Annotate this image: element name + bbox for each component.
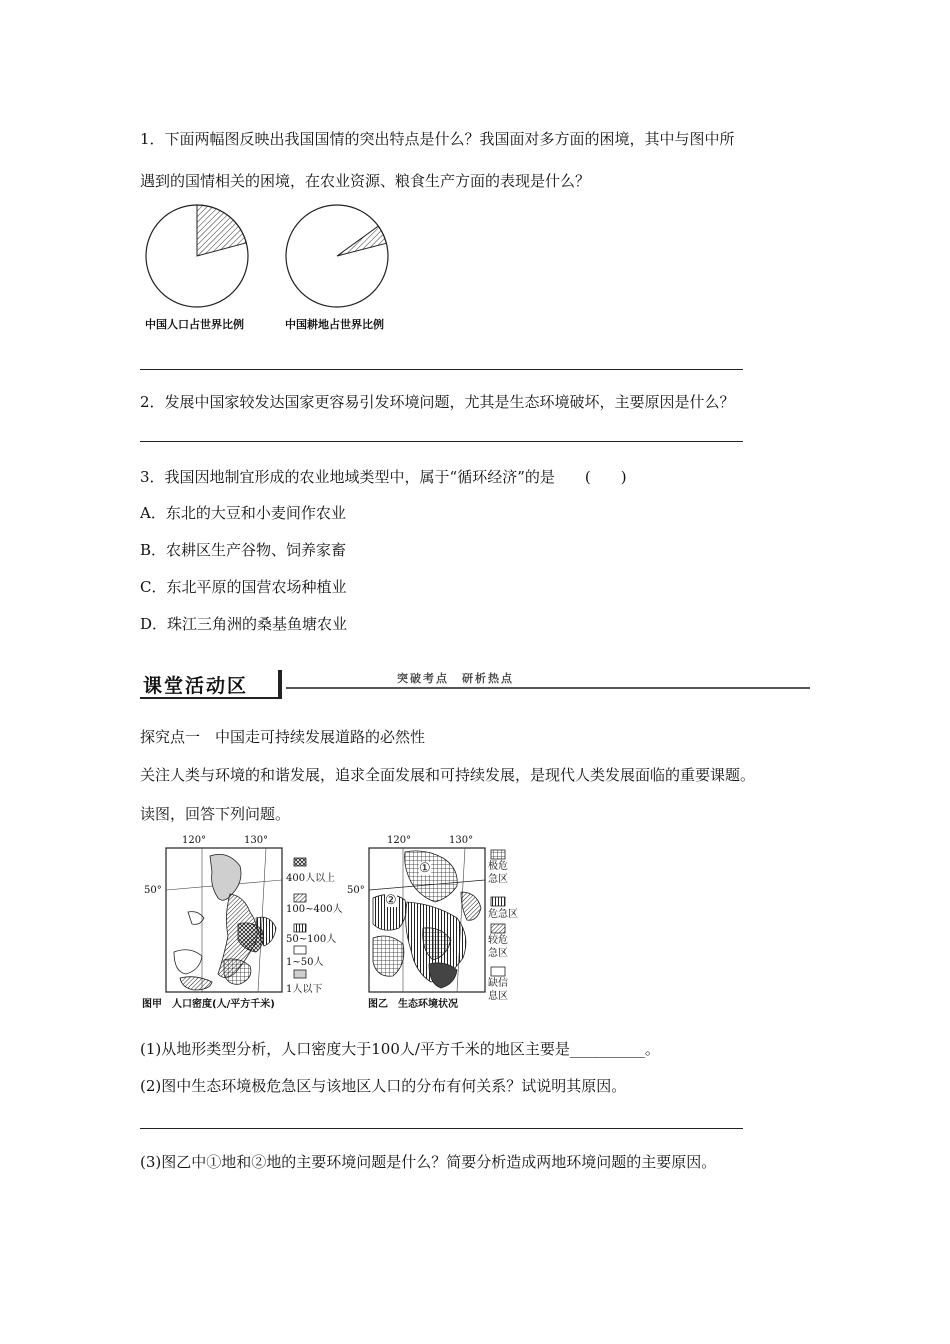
map-a-legend-1: 400人以上 xyxy=(286,873,336,884)
q3-option-a: A．东北的大豆和小麦间作农业 xyxy=(140,504,346,522)
map-a-lon2: 130° xyxy=(244,835,269,846)
explore-para1: 关注人类与环境的和谐发展，追求全面发展和可持续发展，是现代人类发展面临的重要课题。 xyxy=(140,766,756,784)
pie1-caption: 中国人口占世界比例 xyxy=(145,318,244,331)
answer-line-3 xyxy=(140,1128,743,1129)
map-b-legend-1: 极危 急区 xyxy=(488,861,508,885)
subq-3: (3)图乙中①地和②地的主要环境问题是什么？简要分析造成两地环境问题的主要原因。 xyxy=(140,1153,717,1171)
map-a-lon1: 120° xyxy=(182,835,207,846)
map-b-lat: 50° xyxy=(347,885,365,896)
q2-text: 2．发展中国家较发达国家更容易引发环境问题，尤其是生态环境破坏，主要原因是什么？ xyxy=(140,393,735,411)
map-population-density xyxy=(140,832,350,1012)
map-a-lat: 50° xyxy=(144,885,162,896)
map-b-lon2: 130° xyxy=(449,835,474,846)
q3-option-b: B．农耕区生产谷物、饲养家畜 xyxy=(140,541,347,559)
explore-heading: 探究点一 中国走可持续发展道路的必然性 xyxy=(140,728,426,746)
map-b-legend-2: 危急区 xyxy=(488,909,518,920)
map-b-lon1: 120° xyxy=(387,835,412,846)
answer-line-1 xyxy=(140,369,743,370)
banner-bar xyxy=(278,670,282,698)
pie-population xyxy=(146,205,248,307)
q1-line2: 遇到的国情相关的困境，在农业资源、粮食生产方面的表现是什么？ xyxy=(140,172,591,190)
map-b-legend-3: 较危 急区 xyxy=(488,935,508,959)
map-a-caption: 图甲 人口密度(人/平方千米) xyxy=(142,999,275,1010)
pie-farmland xyxy=(286,205,388,307)
map-b-caption: 图乙 生态环境状况 xyxy=(368,999,458,1010)
pie2-caption: 中国耕地占世界比例 xyxy=(285,318,384,331)
q3-option-d: D．珠江三角洲的桑基鱼塘农业 xyxy=(140,615,348,633)
subq-2: (2)图中生态环境极危急区与该地区人口的分布有何关系？试说明其原因。 xyxy=(140,1077,627,1095)
map-b-mark-1: ① xyxy=(419,861,431,876)
map-b-legend-4: 缺信 息区 xyxy=(488,978,508,1002)
q3-text: 3．我国因地制宜形成的农业地域类型中，属于“循环经济”的是 ( ) xyxy=(140,468,627,486)
pie-charts xyxy=(140,200,420,310)
map-a-legend-5: 1人以下 xyxy=(286,984,323,995)
banner-rule xyxy=(286,687,810,689)
map-b-mark-2: ② xyxy=(385,893,397,908)
map-a-legend-2: 100~400人 xyxy=(286,904,343,915)
q1-line1: 1．下面两幅图反映出我国国情的突出特点是什么？我国面对多方面的困境，其中与图中所 xyxy=(140,130,735,148)
q3-option-c: C．东北平原的国营农场种植业 xyxy=(140,578,347,596)
map-a-legend-4: 1~50人 xyxy=(286,957,324,968)
banner-title: 课堂活动区 xyxy=(143,675,249,697)
answer-line-2 xyxy=(140,441,743,442)
subq-1: (1)从地形类型分析，人口密度大于100人/平方千米的地区主要是__________。 xyxy=(140,1040,660,1058)
map-ecological-status xyxy=(345,832,535,1012)
banner-subtitle: 突破考点 研析热点 xyxy=(397,672,514,685)
section-banner xyxy=(140,668,812,700)
explore-para2: 读图，回答下列问题。 xyxy=(140,805,291,823)
banner-underline xyxy=(140,697,282,699)
map-a-legend-3: 50~100人 xyxy=(286,934,337,945)
